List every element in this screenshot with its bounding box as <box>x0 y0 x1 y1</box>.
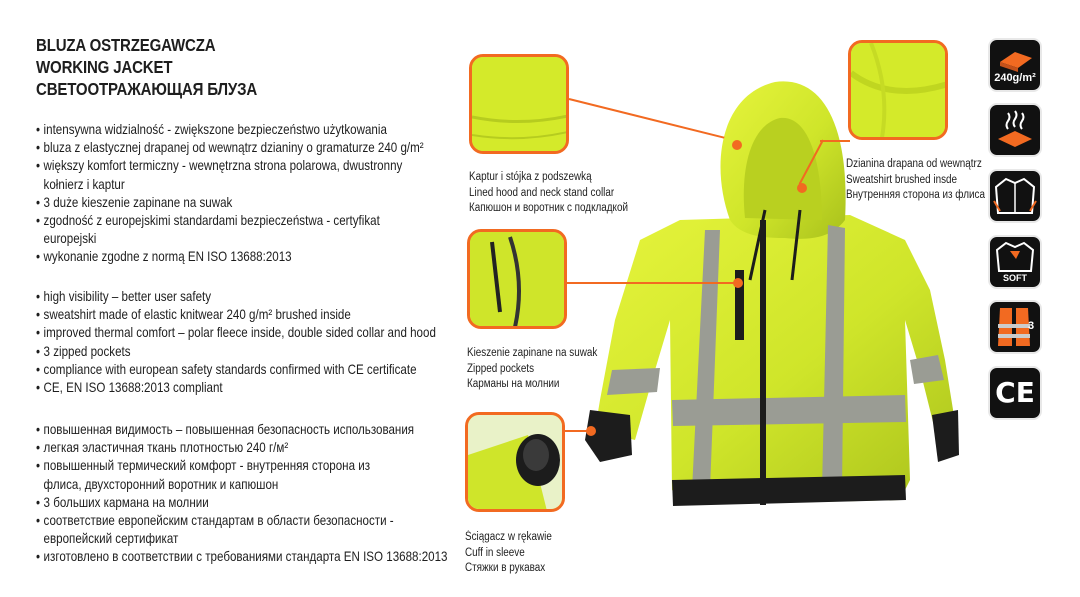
title-line-pl: BLUZA OSTRZEGAWCZA <box>36 35 216 55</box>
feature-item: • sweatshirt made of elastic knitwear 240 g/m² brushed inside <box>36 306 473 324</box>
feature-item: • CE, EN ISO 13688:2013 compliant <box>36 379 473 397</box>
feature-item: • повышенная видимость – повышенная безопасность использования <box>36 421 473 439</box>
feature-item: • większy komfort termiczny - wewnętrzna strona polarowa, dwustronny kołnierz i kaptur <box>36 157 405 193</box>
feature-item: • 3 больших кармана на молнии <box>36 494 473 512</box>
fabric-weight-label: 240g/m² <box>994 72 1036 84</box>
feature-item: • intensywna widzialność - zwiększone bezpieczeństwo użytkowania <box>36 121 473 139</box>
callout-hood-caption <box>469 170 628 217</box>
callout-fabric-dot <box>797 183 807 193</box>
caption-en: Zipped pockets <box>467 362 535 375</box>
feature-item: • high visibility – better user safety <box>36 288 473 306</box>
soft-jacket-icon <box>988 235 1042 289</box>
caption-en: Sweatshirt brushed insde <box>846 173 958 186</box>
callout-fabric-line-2 <box>820 140 850 142</box>
feature-item: • повышенный термический комфорт - внутренняя сторона из флиса, двухсторонний воротник и капюшон <box>36 457 405 493</box>
caption-ru: Карманы на молнии <box>467 378 560 390</box>
product-title <box>36 34 397 100</box>
callout-pockets-caption <box>467 346 597 393</box>
caption-pl: Dzianina drapana od wewnątrz <box>846 158 982 170</box>
callout-pockets-line <box>567 282 737 284</box>
thermal-comfort-icon <box>988 103 1042 157</box>
feature-item: • bluza z elastycznej drapanej od wewnątrz dzianiny o gramaturze 240 g/m² <box>36 139 473 157</box>
feature-item: • wykonanie zgodne z normą EN ISO 13688:2013 <box>36 248 473 266</box>
hi-vis-class-icon <box>988 300 1042 354</box>
feature-item: • 3 duże kieszenie zapinane na suwak <box>36 194 473 212</box>
ce-mark-icon <box>988 366 1042 420</box>
callout-pockets-dot <box>733 278 743 288</box>
hi-vis-class-label: 3 <box>1028 320 1035 332</box>
callout-fabric-caption <box>846 157 985 204</box>
feature-item: • compliance with european safety standards confirmed with CE certificate <box>36 361 473 379</box>
caption-en: Lined hood and neck stand collar <box>469 186 615 199</box>
feature-item: • improved thermal comfort – polar fleece inside, double sided collar and hood <box>36 324 473 342</box>
feature-item: • изготовлено в соответствии с требованиями стандарта EN ISO 13688:2013 <box>36 548 473 566</box>
soft-label: SOFT <box>1003 273 1027 283</box>
caption-pl: Kieszenie zapinane na suwak <box>467 347 598 359</box>
caption-ru: Внутренняя сторона из флиса <box>846 189 985 201</box>
caption-pl: Kaptur i stójka z podszewką <box>469 171 592 183</box>
callout-cuff-image <box>465 412 565 512</box>
features-list-pl <box>36 121 473 267</box>
ce-mark-label: CE <box>995 376 1035 409</box>
callout-hood-image <box>469 54 569 154</box>
callout-hood-dot <box>732 140 742 150</box>
feature-item: • zgodność z europejskimi standardami bezpieczeństwa - certyfikat europejski <box>36 212 405 248</box>
caption-en: Cuff in sleeve <box>465 546 525 559</box>
callout-cuff-caption <box>465 530 552 577</box>
callout-fabric-image <box>848 40 948 140</box>
features-list-ru <box>36 421 473 567</box>
caption-pl: Ściągacz w rękawie <box>465 531 552 543</box>
caption-ru: Стяжки в рукавах <box>465 562 546 574</box>
jacket-icon <box>988 169 1042 223</box>
title-line-ru: СВЕТООТРАЖАЮЩАЯ БЛУЗА <box>36 79 258 99</box>
feature-item: • 3 zipped pockets <box>36 343 473 361</box>
feature-item: • соответствие европейским стандартам в области безопасности - европейский сертификат <box>36 512 405 548</box>
callout-cuff-dot <box>586 426 596 436</box>
callout-pockets-image <box>467 229 567 329</box>
caption-ru: Капюшон и воротник с подкладкой <box>469 202 629 214</box>
feature-item: • легкая эластичная ткань плотностью 240 г/м² <box>36 439 473 457</box>
fabric-weight-icon <box>988 38 1042 92</box>
features-list-en <box>36 288 473 397</box>
title-line-en: WORKING JACKET <box>36 57 173 77</box>
